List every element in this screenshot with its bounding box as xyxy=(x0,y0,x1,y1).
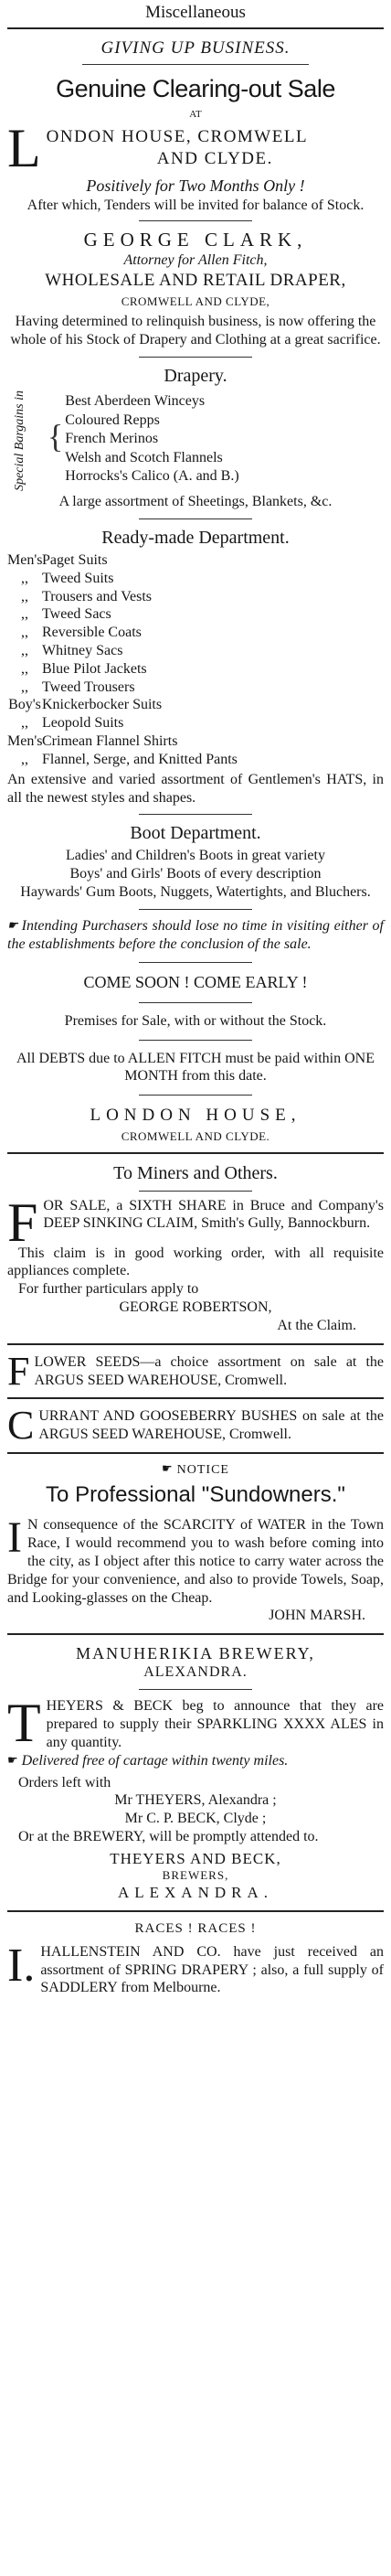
drapery-items xyxy=(65,390,238,491)
list-item xyxy=(7,588,384,606)
boot-line: Ladies' and Children's Boots in great variety xyxy=(66,848,325,864)
readymade-heading: Ready-made Department. xyxy=(101,528,290,549)
list-item xyxy=(7,679,384,697)
list-item xyxy=(7,570,384,588)
short-rule xyxy=(139,1095,252,1096)
flower-seeds-ad xyxy=(7,1348,384,1394)
debts-line: All DEBTS due to ALLEN FITCH must be paid within ONE MONTH from this date. xyxy=(16,1050,375,1085)
brewery-place: ALEXANDRA. xyxy=(143,1664,248,1681)
section-title: Miscellaneous xyxy=(145,3,246,22)
location-line-1: ONDON HOUSE, CROMWELL xyxy=(46,127,309,147)
drapery-item: Horrocks's Calico (A. and B.) xyxy=(65,468,239,485)
drapery-note: A large assortment of Sheetings, Blankets, &c. xyxy=(58,494,333,510)
at-label: AT xyxy=(189,108,202,120)
come-soon: COME SOON ! COME EARLY ! xyxy=(83,973,308,992)
sundowners-text: N consequence of the SCARCITY of WATER in the Town Race, I would recommend you to wash before coming into the city, as I object after this notice to carry water across the Bridge for your convenience, and also to provide Towels, Soap, and Looking-glasses on the Cheap. xyxy=(7,1517,384,1606)
drop-cap: C xyxy=(7,1403,35,1448)
list-text: Leopold Suits xyxy=(42,715,124,732)
short-rule xyxy=(82,64,308,65)
list-item xyxy=(7,751,384,769)
list-text: Trousers and Vests xyxy=(42,588,153,604)
trade-line: WHOLESALE AND RETAIL DRAPER, xyxy=(45,271,346,291)
rule xyxy=(7,1152,384,1154)
rule xyxy=(7,27,384,29)
location-block xyxy=(7,118,384,179)
drapery-item: Welsh and Scotch Flannels xyxy=(65,449,223,465)
short-rule xyxy=(139,962,252,963)
brewery-body xyxy=(7,1693,384,1754)
intro-paragraph: Having determined to relinquish business, is now offering the whole of his Stock of Drapery and Clothing at a great sacrifice. xyxy=(10,313,381,347)
list-text: Paget Suits xyxy=(42,551,108,568)
races-ad xyxy=(7,1920,384,1997)
brewery-delivered xyxy=(7,1752,384,1770)
list-item xyxy=(7,642,384,660)
clearing-sale-ad xyxy=(7,37,384,1144)
list-mark: ,, xyxy=(21,606,28,623)
drop-cap: T xyxy=(7,1693,41,1754)
miners-sign: At the Claim. xyxy=(277,1317,356,1333)
drop-cap: I xyxy=(7,1513,22,1563)
short-rule xyxy=(139,357,252,358)
miners-name: GEORGE ROBERTSON, xyxy=(119,1299,272,1316)
bushes-text: URRANT AND GOOSEBERRY BUSHES on sale at the ARGUS SEED WAREHOUSE, Cromwell. xyxy=(38,1408,384,1443)
drop-cap: L xyxy=(7,118,41,179)
pointing-hand-icon: ☛ xyxy=(7,1752,18,1767)
races-body xyxy=(7,1939,384,1997)
list-mark: ,, xyxy=(21,660,28,677)
list-mark: ,, xyxy=(21,679,28,695)
intending-text: Intending Purchasers should lose no time in visiting either of the establishments before the conclusion of the sale. xyxy=(7,917,384,952)
boot-line: Haywards' Gum Boots, Nuggets, Watertights, and Bluchers. xyxy=(20,883,371,900)
sundowners-ad xyxy=(7,1462,384,1625)
short-rule xyxy=(139,1002,252,1003)
brace: { xyxy=(48,418,64,455)
brewery-text: HEYERS & BECK beg to announce that they are prepared to supply their SPARKLING XXXX ALES in any quantity. xyxy=(46,1698,384,1750)
short-rule xyxy=(139,814,252,815)
miners-text: OR SALE, a SIXTH SHARE in Bruce and Company's DEEP SINKING CLAIM, Smith's Gully, Bannockburn. xyxy=(43,1197,384,1232)
list-mark: ,, xyxy=(21,570,28,586)
short-rule xyxy=(139,1040,252,1041)
list-text: Whitney Sacs xyxy=(42,642,123,658)
bushes-ad xyxy=(7,1403,384,1448)
hats-note: An extensive and varied assortment of Gentlemen's HATS, in all the newest styles and shapes. xyxy=(7,771,384,806)
boot-heading: Boot Department. xyxy=(130,823,261,844)
ad-headline: Genuine Clearing-out Sale xyxy=(56,75,335,103)
pointing-hand-icon: ☛ xyxy=(162,1461,174,1476)
readymade-list xyxy=(7,551,384,769)
rule xyxy=(7,1910,384,1912)
list-item xyxy=(7,714,384,732)
list-text: Tweed Trousers xyxy=(42,679,135,695)
rule xyxy=(7,1452,384,1454)
rule xyxy=(7,1343,384,1345)
list-mark: Boy's xyxy=(8,697,41,713)
list-mark: ,, xyxy=(21,625,28,641)
drapery-item: French Merinos xyxy=(65,431,159,447)
brewery-ad xyxy=(7,1643,384,1902)
seller-name: GEORGE CLARK, xyxy=(83,229,308,251)
sundowners-sign: JOHN MARSH. xyxy=(269,1608,365,1624)
orders-line: Orders left with xyxy=(18,1774,111,1790)
agent-line: Mr THEYERS, Alexandra ; xyxy=(114,1792,277,1809)
notice-label: NOTICE xyxy=(176,1463,229,1478)
drapery-heading: Drapery. xyxy=(164,365,227,386)
list-text: Crimean Flannel Shirts xyxy=(42,733,178,750)
notice-line xyxy=(7,1462,384,1478)
short-rule xyxy=(139,909,252,910)
list-mark: ,, xyxy=(21,715,28,732)
short-rule xyxy=(139,518,252,519)
rule xyxy=(7,1633,384,1635)
list-text: Reversible Coats xyxy=(42,625,142,641)
brewery-title: MANUHERIKIA BREWERY, xyxy=(76,1644,315,1663)
location-line-2: AND CLYDE. xyxy=(156,148,273,168)
list-mark: ,, xyxy=(21,588,28,604)
races-text: HALLENSTEIN AND CO. have just received an assortment of SPRING DRAPERY ; also, a full supply of SADDLERY from Melbourne. xyxy=(40,1943,384,1996)
intending-notice xyxy=(7,917,384,954)
drop-cap: F xyxy=(7,1348,30,1394)
list-item xyxy=(7,624,384,642)
races-heading: RACES ! RACES ! xyxy=(134,1921,257,1937)
or-at-line: Or at the BREWERY, will be promptly attended to. xyxy=(18,1829,319,1845)
brewers-label: BREWERS, xyxy=(162,1868,229,1882)
miners-heading: To Miners and Others. xyxy=(113,1162,278,1183)
places-line: CROMWELL AND CLYDE, xyxy=(121,294,270,308)
list-mark: ,, xyxy=(21,642,28,658)
miners-ad xyxy=(7,1162,384,1335)
pointing-hand-icon: ☛ xyxy=(7,917,18,932)
delivered-text: Delivered free of cartage within twenty miles. xyxy=(21,1752,289,1769)
footer-places: CROMWELL AND CLYDE. xyxy=(121,1128,270,1143)
list-text: Tweed Suits xyxy=(42,570,114,586)
list-item xyxy=(7,660,384,679)
list-item xyxy=(7,696,384,714)
ad-kicker: GIVING UP BUSINESS. xyxy=(100,37,291,58)
list-item xyxy=(7,551,384,570)
sundowners-heading: To Professional "Sundowners." xyxy=(46,1482,345,1508)
premises-line: Premises for Sale, with or without the Stock. xyxy=(64,1012,327,1029)
short-rule xyxy=(139,220,252,221)
list-item xyxy=(7,605,384,624)
positively-line: Positively for Two Months Only ! xyxy=(86,176,305,196)
list-text: Flannel, Serge, and Knitted Pants xyxy=(42,751,238,767)
drop-cap: F xyxy=(7,1192,38,1253)
miners-body xyxy=(7,1192,384,1253)
footer-house: LONDON HOUSE, xyxy=(90,1106,301,1126)
drop-cap: I. xyxy=(7,1939,36,1992)
list-text: Blue Pilot Jackets xyxy=(42,660,147,677)
town-label: ALEXANDRA. xyxy=(117,1884,274,1902)
short-rule xyxy=(139,1689,252,1690)
list-text: Tweed Sacs xyxy=(42,606,111,623)
boot-line: Boys' and Girls' Boots of every description xyxy=(69,866,322,882)
miners-body-3: For further particulars apply to xyxy=(18,1281,199,1298)
rule xyxy=(7,1397,384,1399)
special-bargains-label: Special Bargains in xyxy=(13,390,26,492)
drapery-item: Coloured Repps xyxy=(65,412,160,428)
short-rule xyxy=(139,1191,252,1192)
agent-line: Mr C. P. BECK, Clyde ; xyxy=(124,1811,267,1827)
drapery-list xyxy=(13,390,384,491)
after-line: After which, Tenders will be invited for balance of Stock. xyxy=(26,197,365,213)
list-item xyxy=(7,732,384,751)
list-text: Knickerbocker Suits xyxy=(42,697,163,713)
list-mark: Men's xyxy=(7,733,43,750)
list-mark: Men's xyxy=(7,551,43,568)
flower-seeds-text: LOWER SEEDS—a choice assortment on sale at the ARGUS SEED WAREHOUSE, Cromwell. xyxy=(34,1353,384,1388)
list-mark: ,, xyxy=(21,751,28,767)
firm-name: THEYERS AND BECK, xyxy=(110,1849,281,1867)
attorney-line: Attorney for Allen Fitch, xyxy=(123,252,268,269)
sundowners-body xyxy=(7,1513,384,1607)
drapery-item: Best Aberdeen Winceys xyxy=(65,393,206,410)
miners-body-2: This claim is in good working order, with all requisite appliances complete. xyxy=(7,1245,384,1279)
